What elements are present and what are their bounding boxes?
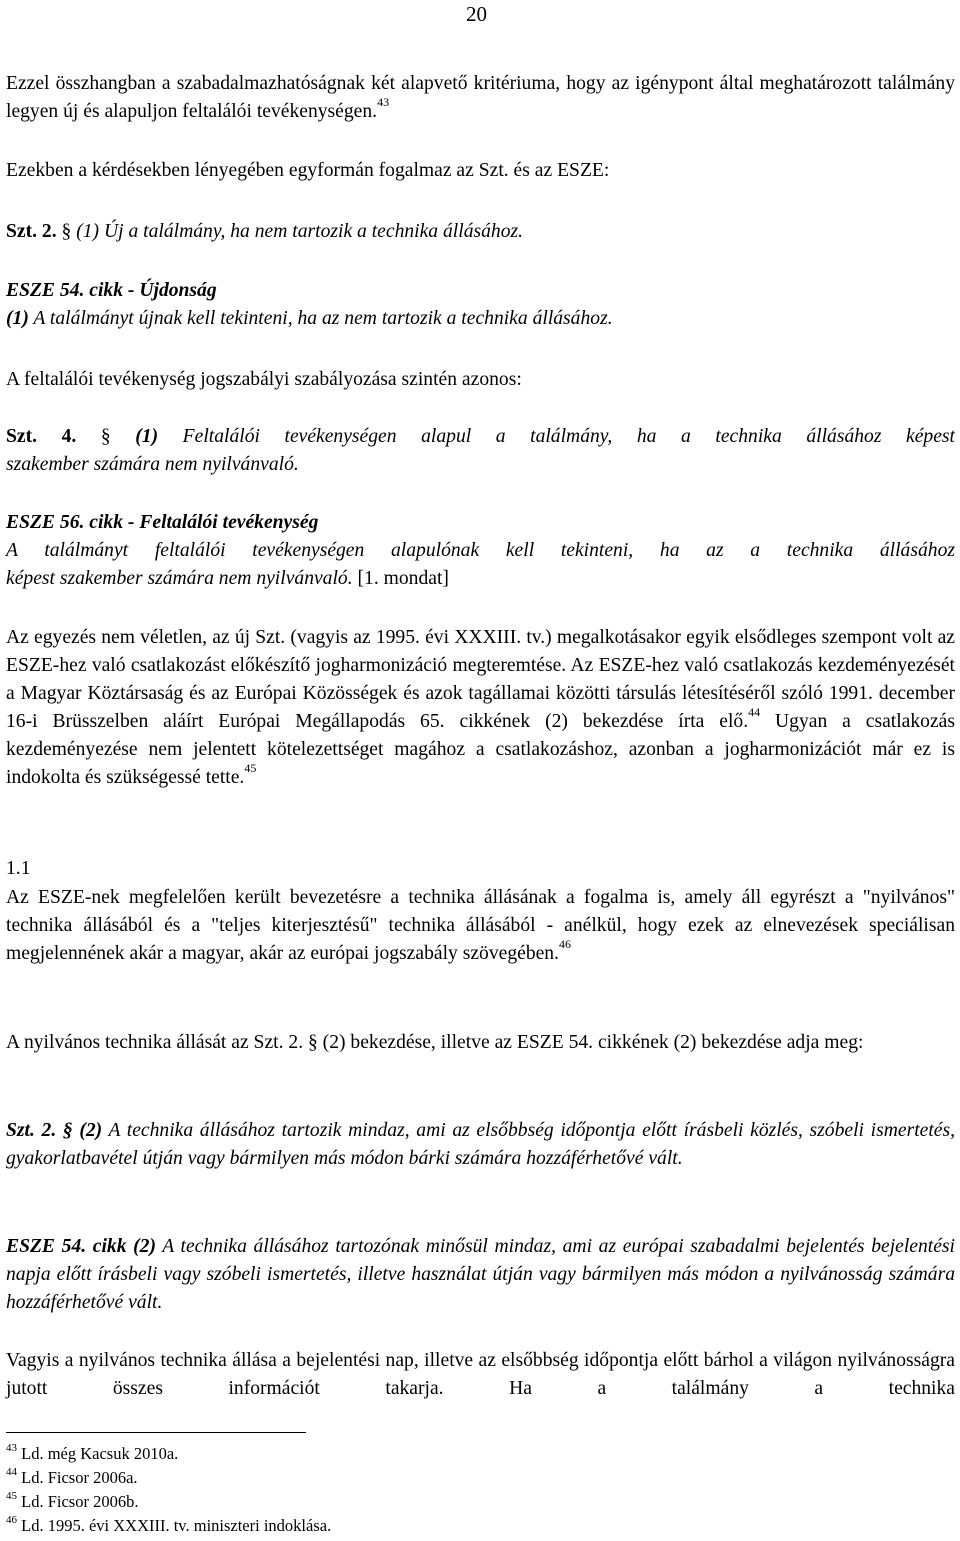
paragraph-intro: Ezzel összhangban a szabadalmazhatóságnak két alapvető kritériuma, hogy az igénypont által meghatározott találmány legyen új és alapuljon feltalálói tevékenységen.$^{43}$ <box>6 73 955 122</box>
footnote-ref-45[interactable]: 45 <box>244 761 257 776</box>
footnote-44: $^{44}$ Ld. Ficsor 2006a. <box>6 1465 138 1487</box>
quote-szt-2-1: Szt. 2. § (1) Új a találmány, ha nem tartozik a technika állásához. <box>6 221 524 242</box>
quote-szt-4-1: Szt. 4. § (1) Feltalálói tevékenységen alapul a találmány, ha a technika állásához képest szakember számára nem nyilvánvaló. <box>6 426 955 475</box>
footnote-separator <box>6 1432 306 1433</box>
section-sign-icon: § <box>61 221 72 242</box>
section-sign-icon: § <box>100 426 111 447</box>
quote-heading: ESZE 56. cikk - Feltalálói tevékenység <box>6 512 319 533</box>
footnote-ref-43[interactable]: 43 <box>377 95 390 110</box>
paragraph-harmonization: Az egyezés nem véletlen, az új Szt. (vagyis az 1995. évi XXXIII. tv.) megalkotásakor egyik elsődleges szempont volt az ESZE-hez való csatlakozást előkészítő jogharmonizáció megteremtése. Az ESZE-hez való csatlakozás kezdeményezését a Magyar Köztársaság és az Európai Közösségek és azok tagállamai közötti társulás létesítéséről szóló 1991. december 16-i Brüsszelben aláírt Európai Megállapodás 65. cikkének (2) bekezdése írta elő.$^{44}$ Ugyan a csatlakozás kezdeményezése nem jelentett kötelezettséget magához a csatlakozáshoz, azonban a jogharmonizációt már ez is indokolta és szükségessé tette.$^{45}$ <box>6 627 955 788</box>
quote-szt-2-2: Szt. 2. § (2) A technika állásához tartozik mindaz, ami az elsőbbség időpontja előtt írásbeli közlés, szóbeli ismertetés, gyakorlatbavétel útján vagy bármilyen más módon bárki számára hozzáférhetővé vált. <box>6 1120 955 1169</box>
quote-esze-54-2: ESZE 54. cikk (2) A technika állásához tartozónak minősül mindaz, ami az európai szabadalmi bejelentés bejelentési napja előtt írásbeli vagy szóbeli ismertetés, illetve használat útján vagy bármilyen más módon a nyilvánosság számára hozzáférhetővé vált. <box>6 1236 955 1313</box>
footnote-45: $^{45}$ Ld. Ficsor 2006b. <box>6 1489 139 1511</box>
footnote-ref-46[interactable]: 46 <box>559 937 572 952</box>
paragraph-conclusion: Vagyis a nyilvános technika állása a bejelentési nap, illetve az elsőbbség időpontja előtt bárhol a világon nyilvánosságra jutott összes információt takarja. Ha a találmány a technika <box>6 1350 955 1399</box>
paragraph-comparison: Ezekben a kérdésekben lényegében egyformán fogalmaz az Szt. és az ESZE: <box>6 160 610 181</box>
footnote-46: $^{46}$ Ld. 1995. évi XXXIII. tv. miniszteri indoklása. <box>6 1513 332 1535</box>
footnote-ref-44[interactable]: 44 <box>748 705 761 720</box>
quote-heading: ESZE 54. cikk - Újdonság <box>6 280 217 301</box>
page-number: 20 <box>466 2 487 26</box>
footnote-43: $^{43}$ Ld. még Kacsuk 2010a. <box>6 1441 179 1463</box>
section-number: 1.1 <box>6 858 31 879</box>
paragraph-public-state: A nyilvános technika állását az Szt. 2. § (2) bekezdése, illetve az ESZE 54. cikkének (2) bekezdése adja meg: <box>6 1032 864 1053</box>
quote-esze-54: ESZE 54. cikk - Újdonság (1) A találmányt újnak kell tekinteni, ha az nem tartozik a technika állásához. <box>6 277 955 333</box>
paragraph-state-of-art: Az ESZE-nek megfelelően került bevezetésre a technika állásának a fogalma is, amely áll egyrészt a "nyilvános" technika állásából és a "teljes kiterjesztésű" technika állásából - anélkül, hogy ezek az elnevezések speciálisan megjelennének akár a magyar, akár az európai jogszabály szövegében.$^{46}$ <box>6 887 955 964</box>
paragraph-inventive-step: A feltalálói tevékenység jogszabályi szabályozása szintén azonos: <box>6 369 522 390</box>
quote-esze-56: ESZE 56. cikk - Feltalálói tevékenység A találmányt feltalálói tevékenységen alapulónak kell tekinteni, ha az a technika állásához képest szakember számára nem nyilvánvaló. [1. mondat] <box>6 509 955 593</box>
section-sign-icon: § <box>62 1120 73 1141</box>
